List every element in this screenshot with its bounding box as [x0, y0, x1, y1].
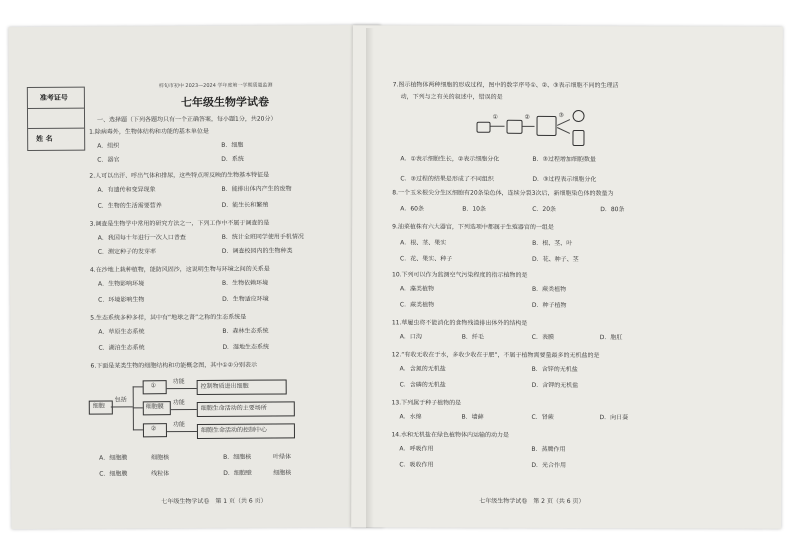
function-label: 功能 — [172, 399, 185, 407]
connector-line — [133, 429, 143, 430]
fig-mark-1: ① — [492, 113, 498, 121]
cell-figure-3 — [536, 116, 556, 136]
question-stem: 2.人可以出汗、呼出气体和排尿，这些特点所反映的生物基本特征是 — [89, 171, 270, 180]
cell-figure-2 — [506, 120, 522, 134]
option-c: C．③过程的结果是形成了不同组织 — [400, 175, 494, 183]
option-c: C．吸收作用 — [399, 461, 434, 469]
candidate-info-box — [27, 87, 85, 151]
fig-mark-3: ③ — [558, 111, 564, 119]
option-d: D．湿地生态系统 — [222, 343, 270, 351]
question-stem: 1.除病毒外，生物体结构和功能的基本单位是 — [89, 127, 209, 136]
option-c-part2: 线粒体 — [151, 470, 170, 478]
question-stem: 8.一个玉米根尖分生区细胞有20条染色体，连续分裂3次后，新细胞染色体的数量为 — [392, 189, 614, 198]
exam-title: 七年级生物学试卷 — [180, 95, 269, 110]
option-a: A．根、茎、果实 — [400, 239, 447, 247]
option-c: C．环境影响生物 — [98, 296, 145, 304]
option-b: B．森林生态系统 — [222, 327, 269, 335]
ticket-blank-row — [28, 108, 84, 129]
arrow-line — [167, 431, 197, 432]
option-b: B．③过程增加细胞数量 — [532, 155, 596, 164]
option-c: C．表膜 — [531, 333, 555, 341]
option-b: B．细胞核 — [223, 453, 252, 461]
option-b-part2: 叶绿体 — [273, 453, 292, 461]
question-stem: 9.油菜植株有六大器官，下列选项中都属于生殖器官的一组是 — [392, 223, 554, 231]
cell-figure-1 — [477, 122, 491, 133]
option-b: B．蒸腾作用 — [531, 445, 566, 453]
concept-mark2: ② — [150, 425, 157, 433]
question-stem: 11.草履虫将不能消化的食物残渣排出体外的结构是 — [391, 319, 528, 327]
option-c: C．细胞膜 — [99, 470, 128, 478]
option-a: A．呼吸作用 — [399, 445, 434, 453]
option-a: A．我国每十年进行一次人口普查 — [97, 234, 186, 242]
include-label: 包括 — [114, 396, 127, 404]
question-stem: 14.水和无机盐在绿色植物体内运输的动力是 — [391, 431, 510, 439]
option-a: A．组织 — [97, 142, 120, 150]
exam-page-1 — [8, 25, 383, 529]
question-stem: 3.调查是生物学中常用的研究方法之一，下列工作中不属于调查的是 — [89, 219, 270, 228]
fig-arrow — [557, 127, 570, 134]
option-a: A．水绵 — [399, 413, 422, 421]
option-b: B．墙藓 — [461, 413, 484, 421]
option-b: B．纤毛 — [461, 333, 484, 341]
question-stem: 10.下列可以作为监测空气污染程度的指示植物的是 — [391, 271, 528, 279]
question-stem: 4.在沙地上栽种植物，能防风固沙，这说明生物与环境之间的关系是 — [89, 265, 270, 274]
connector-line — [133, 386, 143, 387]
concept-membrane: 细胞膜 — [145, 403, 164, 411]
question-stem: 12.“有收无收在于水，多收少收在于肥”，不属于植物需要量最多的无机盐的是 — [391, 351, 600, 360]
option-b: B．10条 — [462, 205, 487, 213]
option-a: A．含氮的无机盐 — [399, 365, 446, 373]
option-b: B．含锌的无机盐 — [531, 365, 578, 374]
option-c: C．含磷的无机盐 — [399, 381, 446, 389]
option-c: C．花、果实、种子 — [400, 255, 453, 263]
arrow-line — [171, 409, 197, 410]
ticket-label: 准考证号 — [39, 93, 68, 102]
function-text-3: 细胞生命活动的控制中心 — [200, 426, 267, 434]
function-text-2: 细胞生命活动的主要场所 — [200, 404, 267, 412]
option-d: D．胞肛 — [599, 334, 623, 342]
page-footer-1: 七年级生物学试卷 第 1 页（共 6 页） — [161, 497, 267, 506]
exam-page-2 — [351, 25, 783, 528]
option-d: D．花、种子、茎 — [532, 255, 579, 264]
option-d: D．调查校园内的生物种类 — [221, 247, 293, 255]
option-c: C．器官 — [97, 156, 120, 164]
option-d: D．含钾的无机盐 — [531, 381, 579, 390]
fig-mark-2: ② — [524, 113, 530, 121]
question-stem: 13.下列属于种子植物的是 — [391, 399, 462, 407]
cell-figure-4 — [573, 110, 585, 122]
function-text-1: 控制物质进出细胞 — [200, 382, 249, 390]
option-c: C．蕨类植物 — [399, 301, 435, 309]
page-footer-2: 七年级生物学试卷 第 2 页（共 6 页） — [479, 497, 585, 506]
option-c: C．湖泊生态系统 — [98, 344, 145, 352]
option-a: A．生物影响环境 — [98, 280, 145, 288]
option-d: D．生物适应环境 — [222, 295, 269, 303]
option-c: C．肾蕨 — [531, 413, 554, 421]
option-d: D．80条 — [600, 206, 625, 214]
option-b: B．细胞 — [221, 141, 244, 149]
name-label: 姓 名 — [36, 134, 53, 143]
option-a: A．口沟 — [399, 333, 422, 341]
arrow-line — [167, 388, 197, 389]
option-a-part2: 细胞核 — [151, 454, 170, 462]
fig-arrow — [491, 126, 505, 127]
option-d: D．能生长和繁殖 — [221, 201, 269, 209]
concept-mark1: ① — [150, 382, 157, 390]
option-a: A．藻类植物 — [399, 285, 435, 293]
option-c: C．20条 — [532, 205, 557, 213]
option-d: D．细胞壁 — [223, 469, 252, 477]
option-b: B．蕨类植物 — [531, 285, 567, 293]
option-a: A．①表示细胞生长，②表示细胞分化 — [400, 155, 500, 163]
fig-arrow — [523, 126, 535, 127]
option-d-part2: 细胞核 — [273, 469, 292, 477]
concept-root: 细胞 — [92, 402, 105, 410]
option-c: C．生物的生活需要营养 — [97, 202, 162, 210]
option-a: A．有遗传和变异现象 — [97, 186, 156, 194]
question-stem: 5.生态系统多种多样，其中有“地球之肾”之称的生态系统是 — [90, 313, 247, 322]
function-label: 功能 — [172, 378, 185, 386]
section-title: 一、选择题（下列各题均只有一个正确答案，每小题1分，共20分） — [97, 115, 277, 124]
option-d: D．种子植物 — [531, 301, 567, 309]
option-a: A．60条 — [400, 205, 424, 213]
page-fold-shadow — [366, 28, 374, 528]
option-b: B．能排出体内产生的废物 — [221, 185, 292, 193]
option-b: B．统计全班同学使用手机情况 — [221, 233, 304, 241]
connector-line — [133, 407, 143, 408]
option-c: C．测定种子的发芽率 — [97, 248, 157, 256]
option-d: D．向日葵 — [599, 414, 629, 422]
option-d: D．③过程表示细胞分化 — [532, 175, 597, 184]
cell-figure-5 — [572, 130, 584, 146]
option-a: A．细胞膜 — [99, 454, 128, 462]
function-label: 功能 — [172, 421, 185, 429]
option-d: D．光合作用 — [531, 461, 566, 469]
connector-line — [111, 406, 133, 407]
option-a: A．草原生态系统 — [98, 328, 145, 336]
option-d: D．系统 — [221, 155, 244, 163]
question-stem: 6.下面是某类生物的细胞结构和功能概念图，其中①②分别表示 — [90, 361, 258, 370]
question-stem-cont: 动，下列与之有关的叙述中，错误的是 — [400, 93, 503, 101]
option-b: B．根、茎、叶 — [532, 239, 573, 248]
question-stem: 7.图示植物体两种细胞的形成过程，图中的数字序号①、②、③表示细胞不同的生理活 — [392, 81, 619, 90]
option-b: B．生物依赖环境 — [222, 279, 269, 287]
fig-arrow — [557, 119, 570, 126]
exam-header: 梓旬市初中 2023—2024 学年度第一学期质量监测 — [158, 82, 273, 90]
